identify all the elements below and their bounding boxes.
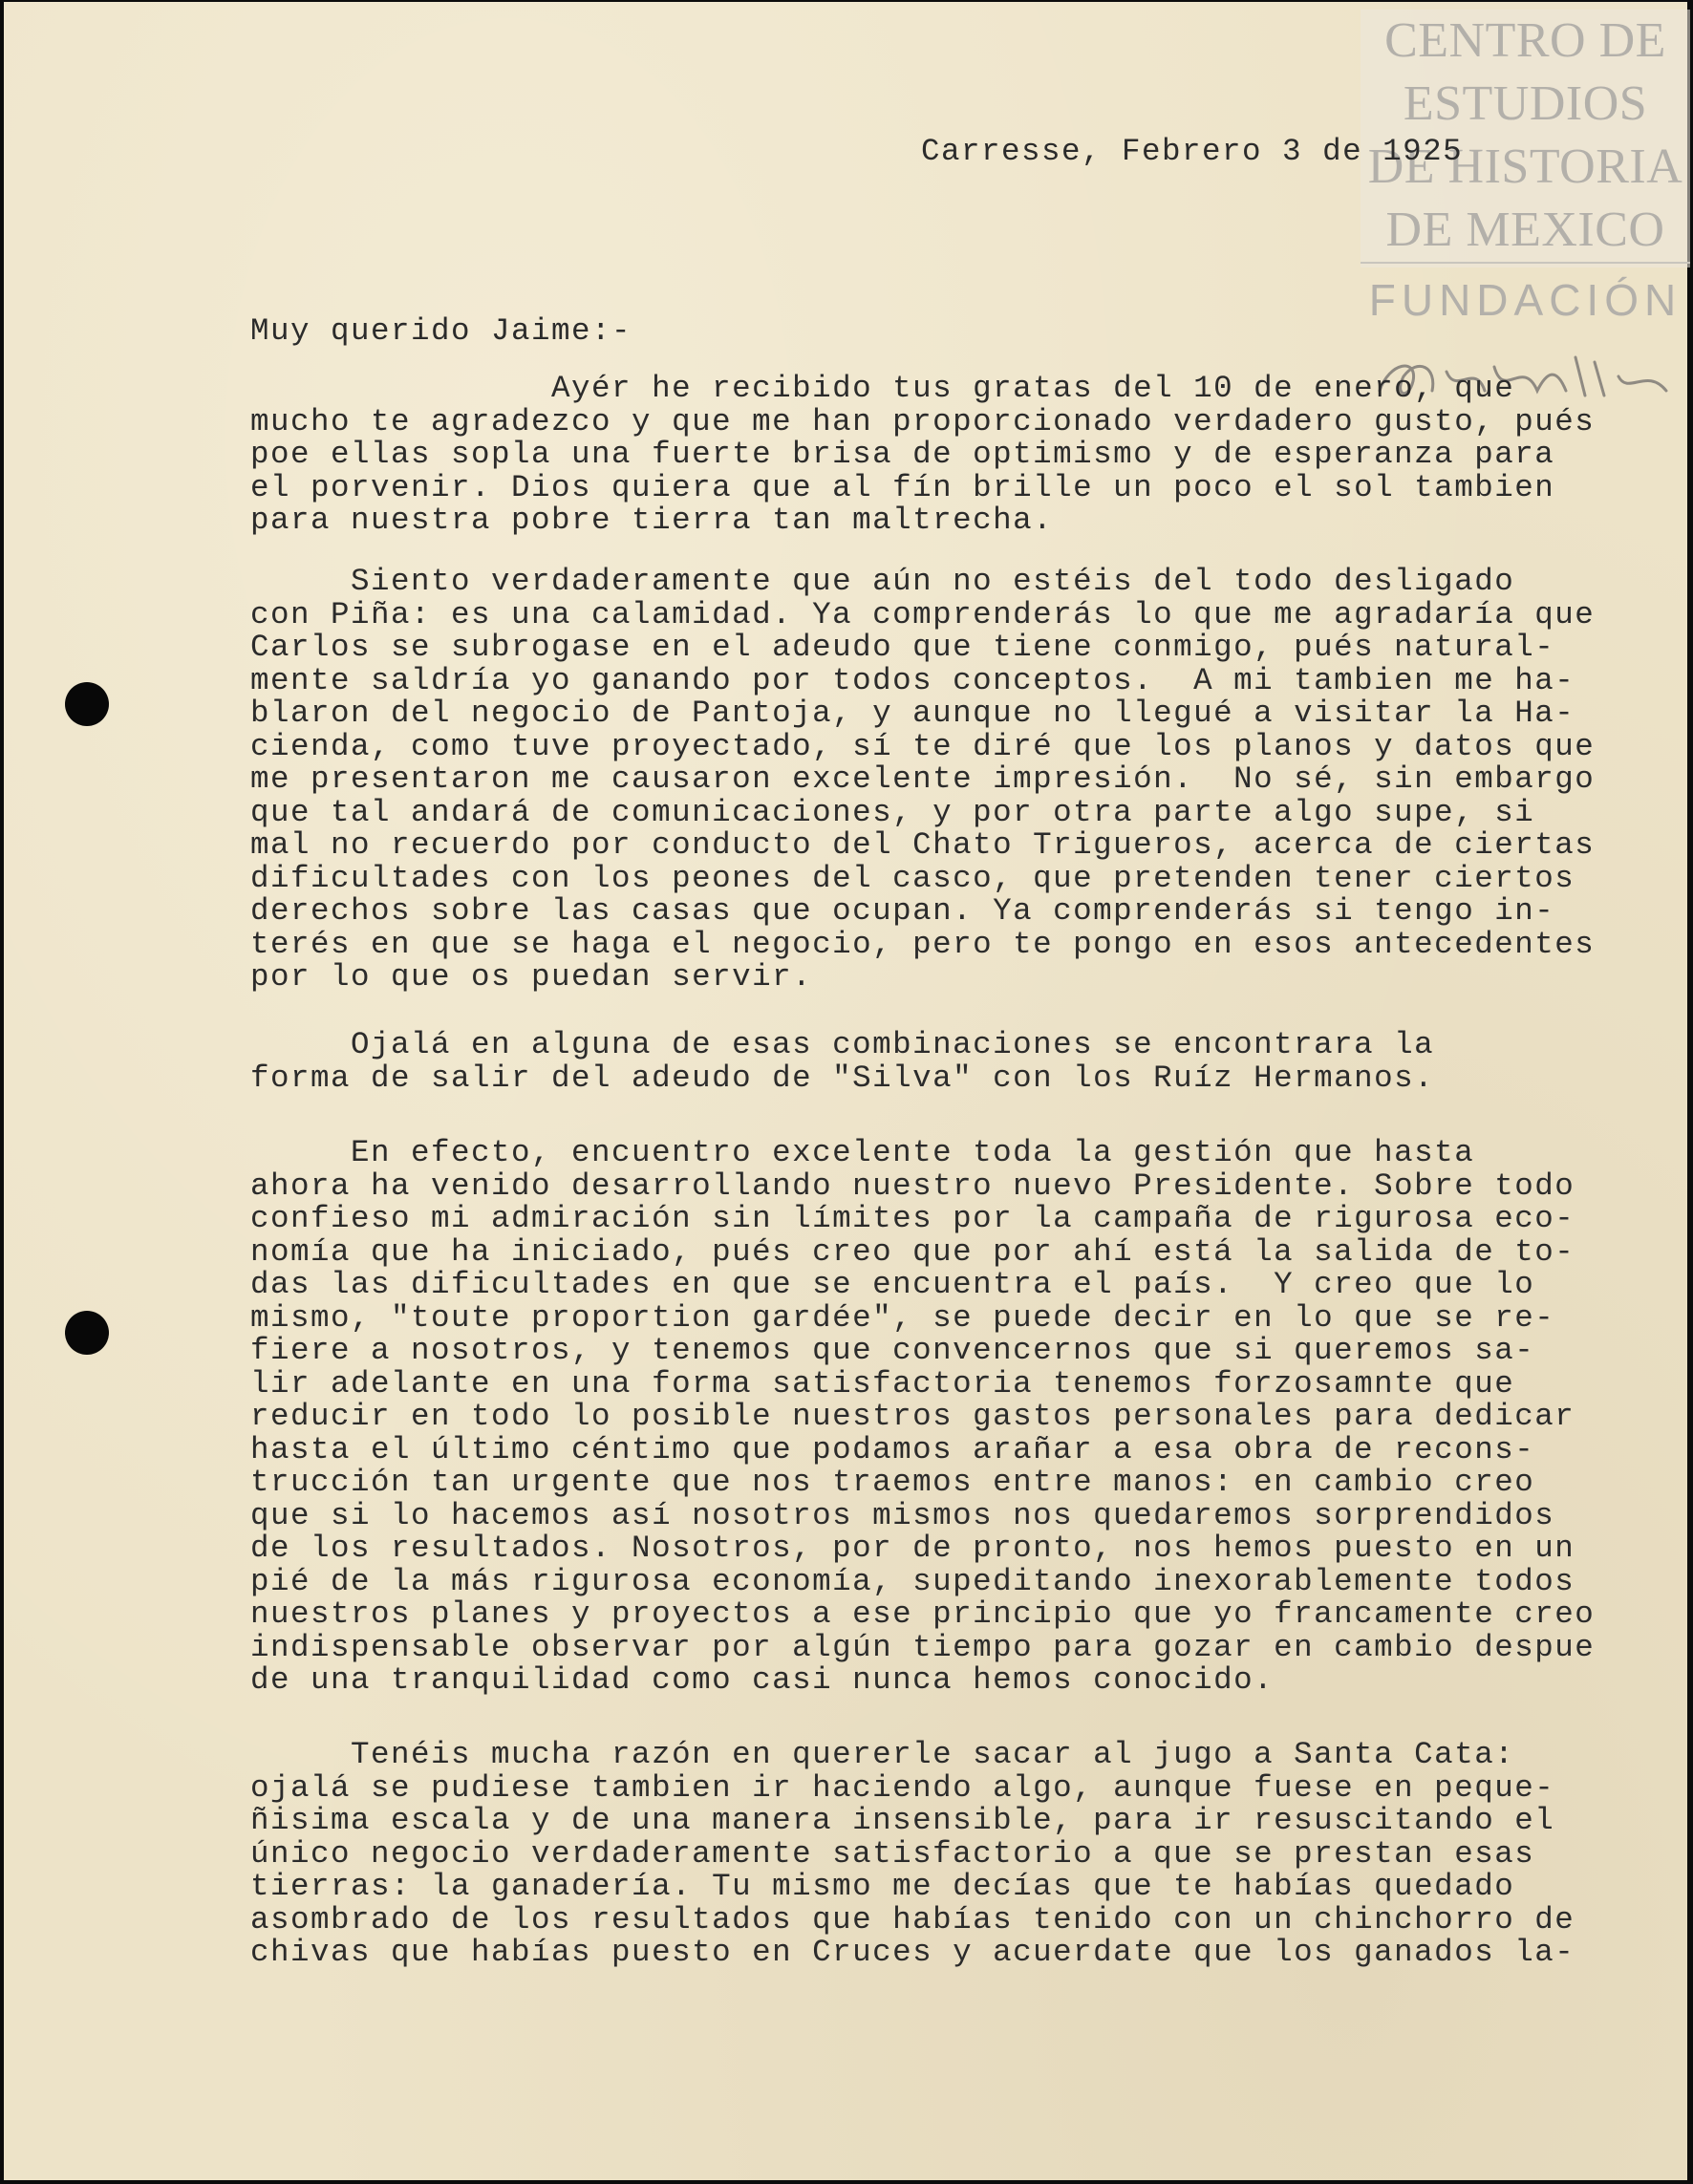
text-line: fiere a nosotros, y tenemos que convencernos que si queremos sa-: [250, 1333, 1535, 1368]
punch-hole: [65, 1311, 109, 1355]
text-line: único negocio verdaderamente satisfactorio a que se prestan esas: [250, 1835, 1535, 1872]
text-line: forma de salir del adeudo de "Silva" con los Ruíz Hermanos.: [250, 1060, 1435, 1096]
text-line: Tenéis mucha razón en quererle sacar al jugo a Santa Cata:: [250, 1737, 1515, 1772]
text-line: me presentaron me causaron excelente impresión. No sé, sin embargo: [250, 761, 1596, 797]
text-line: el porvenir. Dios quiera que al fín brille un poco el sol tambien: [250, 469, 1555, 505]
text-line: ojalá se pudiese tambien ir haciendo algo, aunque fuese en peque-: [250, 1769, 1555, 1806]
text-line: Ayér he recibido tus gratas del 10 de enero, que: [250, 371, 1515, 406]
text-line: nomía que ha iniciado, pués creo que por ahí está la salida de to-: [250, 1233, 1575, 1270]
archive-stamp-line: CENTRO DE: [1384, 13, 1666, 68]
text-line: reducir en todo lo posible nuestros gastos personales para dedicar: [250, 1399, 1575, 1434]
text-line: confieso mi admiración sin límites por la campaña de rigurosa eco-: [250, 1201, 1575, 1236]
archive-stamp-line: DE MEXICO: [1385, 203, 1665, 257]
text-line: tierras: la ganadería. Tu mismo me decías que te habías quedado: [250, 1869, 1515, 1904]
letter-page: [4, 2, 1687, 2180]
text-line: Ojalá en alguna de esas combinaciones se encontrara la: [250, 1027, 1435, 1062]
letter-paragraph: [250, 1137, 1595, 1698]
text-line: para nuestra pobre tierra tan maltrecha.: [250, 503, 1054, 538]
text-line: cienda, como tuve proyectado, sí te diré que los planos y datos que: [250, 728, 1596, 764]
text-line: por lo que os puedan servir.: [250, 959, 813, 995]
text-line: nuestros planes y proyectos a ese principio que yo francamente creo: [250, 1596, 1596, 1632]
text-line: indispensable observar por algún tiempo para gozar en cambio despue: [250, 1629, 1596, 1665]
text-line: poe ellas sopla una fuerte brisa de optimismo y de esperanza para: [250, 437, 1555, 472]
text-line: mucho te agradezco y que me han proporcionado verdadero gusto, pués: [250, 403, 1596, 439]
text-line: que tal andará de comunicaciones, y por otra parte algo supe, si: [250, 794, 1535, 830]
letter-salutation: Muy querido Jaime:-: [250, 313, 632, 349]
text-line: mismo, "toute proportion gardée", se puede decir en lo que se re-: [250, 1299, 1555, 1336]
text-line: que si lo hacemos así nosotros mismos nos quedaremos sorprendidos: [250, 1497, 1555, 1533]
text-line: terés en que se haga el negocio, pero te pongo en esos antecedentes: [250, 926, 1596, 962]
text-line: mente saldría yo ganando por todos conceptos. A mi tambien me ha-: [250, 662, 1575, 698]
text-line: chivas que habías puesto en Cruces y acuerdate que los ganados la-: [250, 1935, 1575, 1970]
letter-paragraph: [250, 1739, 1575, 1970]
letter-paragraph: [250, 373, 1595, 538]
text-line: Carlos se subrogase en el adeudo que tiene conmigo, pués natural-: [250, 630, 1555, 665]
text-line: Siento verdaderamente que aún no estéis del todo desligado: [250, 564, 1515, 599]
text-line: asombrado de los resultados que habías tenido con un chinchorro de: [250, 1901, 1575, 1938]
letter-dateline: Carresse, Febrero 3 de 1925: [921, 134, 1464, 169]
archive-stamp-line: ESTUDIOS: [1403, 76, 1648, 131]
archive-stamp-line: DE HISTORIA: [1367, 139, 1683, 194]
text-line: dificultades con los peones del casco, que pretenden tener ciertos: [250, 860, 1575, 896]
archive-stamp-subtitle: FUNDACIÓN: [1368, 275, 1682, 325]
text-line: pié de la más rigurosa economía, supeditando inexorablemente todos: [250, 1563, 1575, 1599]
punch-hole: [65, 682, 109, 726]
text-line: blaron del negocio de Pantoja, y aunque no llegué a visitar la Ha-: [250, 696, 1575, 731]
text-line: derechos sobre las casas que ocupan. Ya comprenderás si tengo in-: [250, 893, 1555, 929]
text-line: mal no recuerdo por conducto del Chato Trigueros, acerca de ciertas: [250, 827, 1596, 863]
text-line: das las dificultades en que se encuentra el país. Y creo que lo: [250, 1267, 1535, 1302]
text-line: ñisima escala y de una manera insensible, para ir resuscitando el: [250, 1803, 1555, 1838]
text-line: de los resultados. Nosotros, por de pronto, nos hemos puesto en un: [250, 1531, 1575, 1566]
text-line: con Piña: es una calamidad. Ya comprenderás lo que me agradaría que: [250, 596, 1596, 632]
text-line: hasta el último céntimo que podamos arañar a esa obra de recons-: [250, 1431, 1535, 1467]
text-line: trucción tan urgente que nos traemos entre manos: en cambio creo: [250, 1465, 1535, 1500]
text-line: En efecto, encuentro excelente toda la gestión que hasta: [250, 1135, 1475, 1170]
letter-paragraph: [250, 1029, 1434, 1095]
text-line: ahora ha venido desarrollando nuestro nuevo Presidente. Sobre todo: [250, 1167, 1575, 1204]
text-line: lir adelante en una forma satisfactoria tenemos forzosamnte que: [250, 1365, 1515, 1402]
archive-stamp-divider: [1361, 262, 1690, 264]
text-line: de una tranquilidad como casi nunca hemos conocido.: [250, 1662, 1275, 1698]
letter-paragraph: [250, 566, 1595, 995]
